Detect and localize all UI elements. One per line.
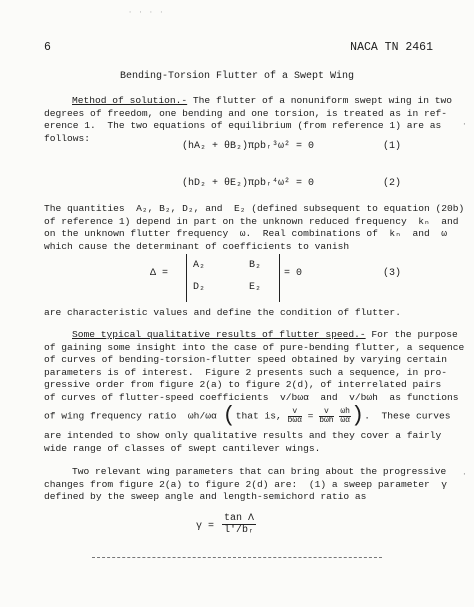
fraction-v-bwh: $\frac{v}{\text{bωh}}$ bbox=[319, 406, 334, 425]
equation-2: (hD₂ + θE₂)πρbᵣ⁴ω² = 0 bbox=[182, 178, 315, 189]
run-in-heading: Method of solution.- bbox=[72, 95, 188, 106]
scan-edge-mark: · bbox=[462, 120, 467, 129]
paragraph-method: Method of solution.- The flutter of a nonuniform swept wing in two degrees of freedom, one bending and one torsion, is treated as in ref- erence 1. The two equations of equilibrium (from reference 1) are as follows: bbox=[44, 95, 452, 144]
paragraph-qualitative-end: are intended to show only qualitative results and they cover a fairly wide range of classes of swept cantilever wings. bbox=[44, 430, 442, 454]
determinant-matrix bbox=[186, 254, 280, 302]
equation-1-number: (1) bbox=[383, 141, 402, 152]
equation-3-rhs: = 0 bbox=[284, 268, 303, 279]
paragraph-quantities: The quantities A₂, B₂, D₂, and E₂ (defined subsequent to equation (20b) of reference 1) depend in part on the unknown reduced frequency kₙ and on the unknown flutter frequency ω. Real combinations of kₙ and ω which cause the determinant of coefficients to vanish bbox=[44, 203, 465, 252]
matrix-d2: D₂ bbox=[193, 282, 206, 293]
paragraph-parameters: Two relevant wing parameters that can bring about the progressive changes from figure 2(a) to figure 2(d) are: (1) a sweep parameter γ defined by the sweep angle and length-semichord ratio as bbox=[44, 466, 448, 503]
fraction-wh-wa: $\frac{\omega h}{\omega\alpha}$ bbox=[340, 406, 350, 425]
matrix-a2: A₂ bbox=[193, 260, 206, 271]
fraction-tan-lambda: tan Λ l'/bᵣ bbox=[224, 513, 255, 536]
equation-3-number: (3) bbox=[383, 268, 402, 279]
report-series: NACA TN 2461 bbox=[350, 41, 433, 54]
section-title: Bending-Torsion Flutter of a Swept Wing bbox=[119, 71, 355, 82]
right-paren: ) bbox=[350, 403, 365, 428]
scan-edge-mark-2: · bbox=[462, 470, 467, 479]
line-frequency-ratio: of wing frequency ratio ωh/ωα (that is, $\frac{v}{\text{bωα}}$ = $\frac{v}{\text{bωh}}$ $\frac{\omega h}{\omega\alpha}$ ). These curves bbox=[44, 403, 451, 428]
equation-1: (hA₂ + θB₂)πρbᵣ³ω² = 0 bbox=[182, 141, 315, 152]
left-paren: ( bbox=[222, 403, 236, 428]
matrix-e2: E₂ bbox=[249, 282, 262, 293]
page-number: 6 bbox=[44, 41, 51, 54]
footer-rule bbox=[92, 557, 382, 558]
equation-2-number: (2) bbox=[383, 178, 402, 189]
matrix-b2: B₂ bbox=[249, 260, 262, 271]
fraction-v-bwa: $\frac{v}{\text{bωα}}$ bbox=[287, 406, 302, 425]
equation-3-lhs: Δ = bbox=[150, 268, 169, 279]
paragraph-characteristic: are characteristic values and define the condition of flutter. bbox=[44, 307, 401, 318]
paragraph-qualitative: Some typical qualitative results of flutter speed.- For the purpose of gaining some insight into the case of pure-bending flutter, a sequence of curves of bending-torsion-flutter speed obtained by varying certain parameters is of interest. Figure 2 presents such a sequence, in pro- gressive order from figure 2(a) to figure 2(d), of interrelated pairs of curves of flutter-speed coefficients v/bωα and v/bωh as functions bbox=[44, 329, 465, 403]
scan-specks: · · · · bbox=[128, 9, 165, 17]
run-in-heading-2: Some typical qualitative results of flutter speed.- bbox=[72, 329, 366, 340]
equation-gamma-lhs: γ = bbox=[196, 521, 215, 532]
